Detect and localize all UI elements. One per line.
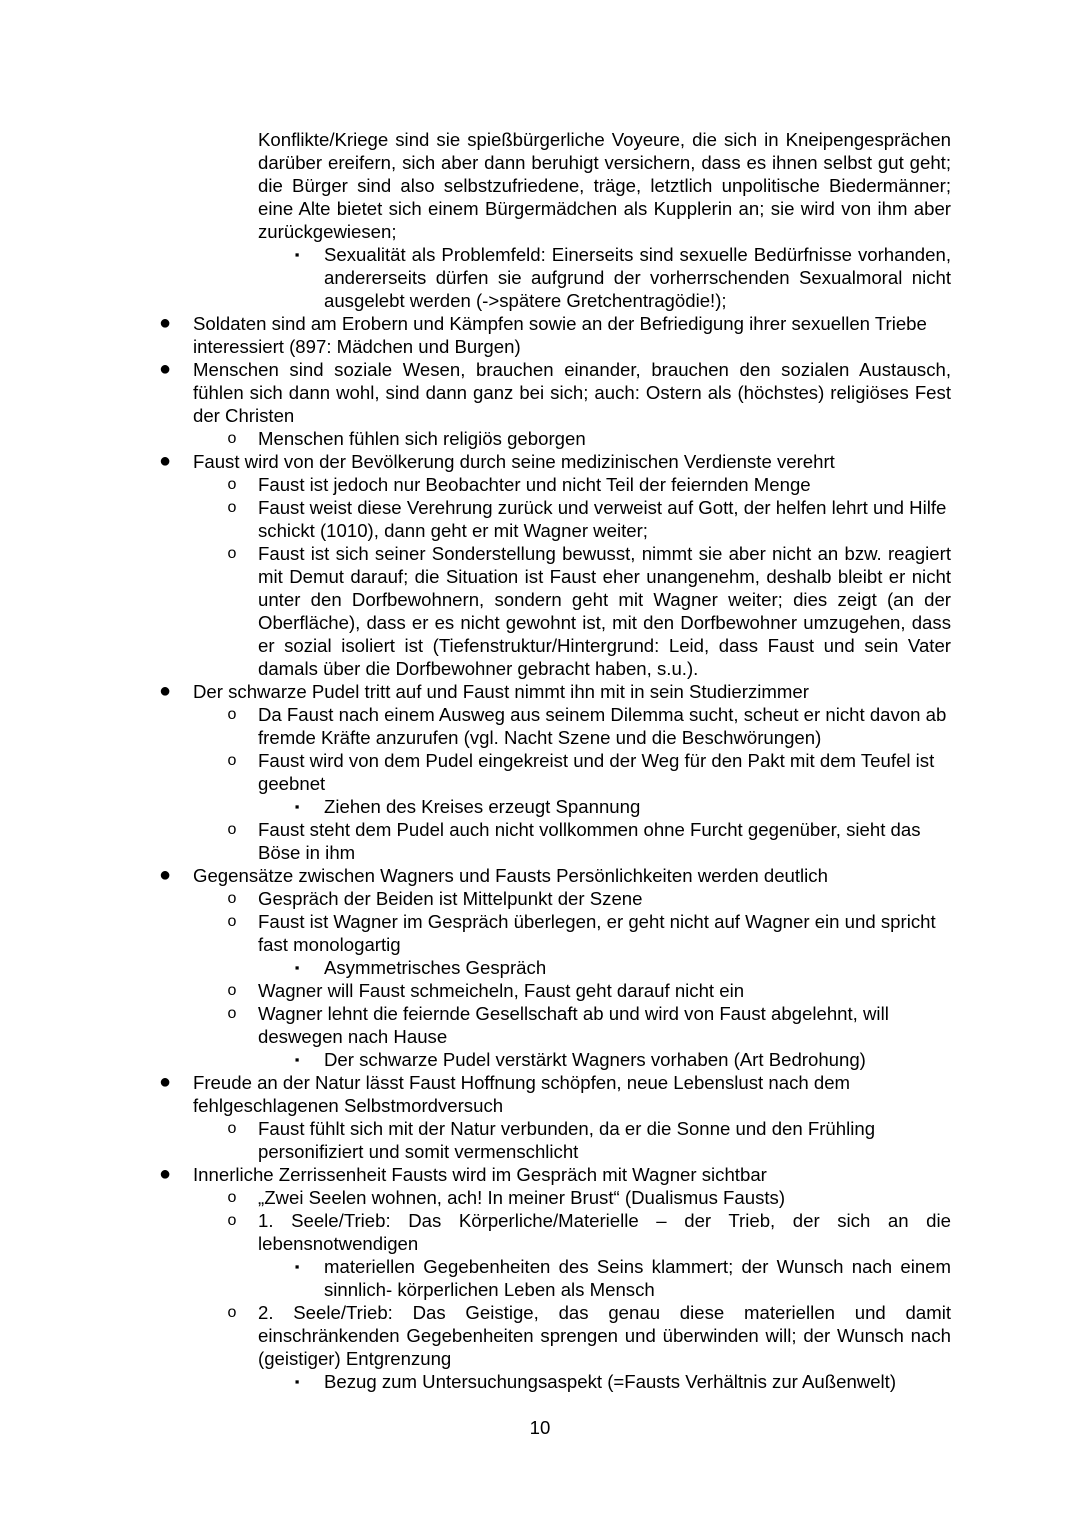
list-item-text: Faust ist jedoch nur Beobachter und nicht Teil der feiernden Menge [258, 474, 811, 495]
list-item [158, 1071, 951, 1117]
list-item [227, 1301, 951, 1370]
bullet-marker: ● [158, 864, 172, 886]
list-item-text: Freude an der Natur lässt Faust Hoffnung schöpfen, neue Lebenslust nach dem fehlgeschlagenen Selbstmordversuch [193, 1072, 851, 1116]
list-item [227, 979, 951, 1002]
bullet-marker: ▪ [294, 1052, 300, 1067]
list-item [294, 1370, 951, 1393]
list-item [227, 703, 951, 749]
list-item-text: Bezug zum Untersuchungsaspekt (=Fausts Verhältnis zur Außenwelt) [324, 1371, 897, 1392]
list-item-text: Faust wird von dem Pudel eingekreist und der Weg für den Pakt mit dem Teufel ist geebnet [258, 750, 935, 794]
bullet-marker: ▪ [294, 960, 300, 975]
list-item [227, 887, 951, 910]
list-item [227, 473, 951, 496]
page-number: 10 [529, 1417, 551, 1438]
bullet-marker: ▪ [294, 799, 300, 814]
list-item [158, 1163, 951, 1186]
bullet-marker: ▪ [294, 1374, 300, 1389]
bullet-marker: ▪ [294, 1259, 300, 1274]
bullet-marker: o [227, 1304, 237, 1321]
list-item [294, 1048, 951, 1071]
bullet-marker: o [227, 430, 237, 447]
list-item-text: Menschen fühlen sich religiös geborgen [258, 428, 586, 449]
list-item-text: Konflikte/Kriege sind sie spießbürgerliche Voyeure, die sich in Kneipengesprächen darüber ereifern, sich aber dann beruhigt versichern, dass es ihnen selbst gut geht; die Bürger sind also selbstzufriedene, träge, letztlich unpolitische Biedermänner; eine Alte bietet sich einem Bürgermädchen als Kupplerin an; sie wird von ihm aber zurückgewiesen; [258, 129, 951, 242]
bullet-marker: ● [158, 1071, 172, 1093]
list-item [158, 450, 951, 473]
bullet-marker: o [227, 706, 237, 723]
list-item-text: Faust ist sich seiner Sonderstellung bewusst, nimmt sie aber nicht an bzw. reagiert mit Demut darauf; die Situation ist Faust eher unangenehm, deshalb bleibt er nicht unter den Dorfbewohnern, sondern geht mit Wagner weiter; dies zeigt (an der Oberfläche), dass er es nicht gewohnt ist, mit den Dorfbewohner umzugehen, dass er sozial isoliert ist (Tiefenstruktur/Hintergrund: Leid, dass Faust und sein Vater damals über die Dorfbewohner gebracht haben, s.u.). [258, 543, 951, 679]
list-item-text: Asymmetrisches Gespräch [324, 957, 547, 978]
list-item [158, 680, 951, 703]
list-item-text: Gespräch der Beiden ist Mittelpunkt der Szene [258, 888, 643, 909]
list-item [227, 818, 951, 864]
bullet-marker: o [227, 982, 237, 999]
bullet-marker: ● [158, 1163, 172, 1185]
bullet-marker: o [227, 752, 237, 769]
bullet-marker: o [227, 913, 237, 930]
page-content [0, 128, 1080, 1393]
list-item-text: Da Faust nach einem Ausweg aus seinem Dilemma sucht, scheut er nicht davon ab fremde Kräfte anzurufen (vgl. Nacht Szene und die Beschwörungen) [258, 704, 947, 748]
bullet-marker: ● [158, 312, 172, 334]
bullet-marker: o [227, 1212, 237, 1229]
list-item [227, 1002, 951, 1048]
list-item-text: 1. Seele/Trieb: Das Körperliche/Materielle – der Trieb, der sich an die lebensnotwendigen [258, 1210, 951, 1254]
list-item [158, 312, 951, 358]
list-item [227, 427, 951, 450]
bullet-marker: ● [158, 680, 172, 702]
bullet-marker: o [227, 1005, 237, 1022]
list-item [158, 864, 951, 887]
list-item [227, 749, 951, 795]
list-item [227, 496, 951, 542]
bullet-marker: o [227, 1189, 237, 1206]
list-item-text: Sexualität als Problemfeld: Einerseits sind sexuelle Bedürfnisse vorhanden, andererseits dürfen sie aufgrund der vorherrschenden Sexualmoral nicht ausgelebt werden (->spätere Gretchentragödie!); [324, 244, 951, 311]
list-item-text: Faust weist diese Verehrung zurück und verweist auf Gott, der helfen lehrt und Hilfe schickt (1010), dann geht er mit Wagner weiter; [258, 497, 947, 541]
list-item-text: Innerliche Zerrissenheit Fausts wird im Gespräch mit Wagner sichtbar [193, 1164, 767, 1185]
bullet-marker: o [227, 476, 237, 493]
bullet-marker: o [227, 890, 237, 907]
list-item-text: Der schwarze Pudel verstärkt Wagners vorhaben (Art Bedrohung) [324, 1049, 866, 1070]
list-item-text: Faust ist Wagner im Gespräch überlegen, er geht nicht auf Wagner ein und spricht fast monologartig [258, 911, 936, 955]
bullet-marker: o [227, 1120, 237, 1137]
list-item-text: Faust wird von der Bevölkerung durch seine medizinischen Verdienste verehrt [193, 451, 835, 472]
list-item-text: Gegensätze zwischen Wagners und Fausts Persönlichkeiten werden deutlich [193, 865, 828, 886]
list-item-text: Der schwarze Pudel tritt auf und Faust nimmt ihn mit in sein Studierzimmer [193, 681, 809, 702]
list-item [158, 358, 951, 427]
list-item-text: 2. Seele/Trieb: Das Geistige, das genau diese materiellen und damit einschränkenden Gegebenheiten sprengen und überwinden will; der Wunsch nach (geistiger) Entgrenzung [258, 1302, 951, 1369]
list-item [227, 910, 951, 956]
bullet-marker: o [227, 499, 237, 516]
bullet-marker: ▪ [294, 247, 300, 262]
list-item [227, 1186, 951, 1209]
list-item-text: Soldaten sind am Erobern und Kämpfen sowie an der Befriedigung ihrer sexuellen Triebe interessiert (897: Mädchen und Burgen) [193, 313, 927, 357]
list-item-text: Faust fühlt sich mit der Natur verbunden, da er die Sonne und den Frühling personifiziert und somit vermenschlicht [258, 1118, 876, 1162]
list-item [294, 795, 951, 818]
list-item-text: materiellen Gegebenheiten des Seins klammert; der Wunsch nach einem sinnlich- körperlichen Leben als Mensch [324, 1256, 951, 1300]
list-item-text: Faust steht dem Pudel auch nicht vollkommen ohne Furcht gegenüber, sieht das Böse in ihm [258, 819, 921, 863]
list-item-text: Wagner will Faust schmeicheln, Faust geht darauf nicht ein [258, 980, 745, 1001]
list-item [294, 243, 951, 312]
list-item-text: Wagner lehnt die feiernde Gesellschaft ab und wird von Faust abgelehnt, will deswegen nach Hause [258, 1003, 889, 1047]
list-item [294, 956, 951, 979]
list-item [294, 1255, 951, 1301]
list-item-text: „Zwei Seelen wohnen, ach! In meiner Brust“ (Dualismus Fausts) [258, 1187, 786, 1208]
list-item [258, 128, 951, 243]
bullet-marker: ● [158, 450, 172, 472]
list-item-text: Menschen sind soziale Wesen, brauchen einander, brauchen den sozialen Austausch, fühlen sich dann wohl, sind dann ganz bei sich; auch: Ostern als (höchstes) religiöses Fest der Christen [193, 359, 951, 426]
bullet-marker: o [227, 821, 237, 838]
list-item [227, 1209, 951, 1255]
bullet-marker: o [227, 545, 237, 562]
list-item-text: Ziehen des Kreises erzeugt Spannung [324, 796, 641, 817]
list-item [227, 1117, 951, 1163]
bullet-marker: ● [158, 358, 172, 380]
list-item [227, 542, 951, 680]
